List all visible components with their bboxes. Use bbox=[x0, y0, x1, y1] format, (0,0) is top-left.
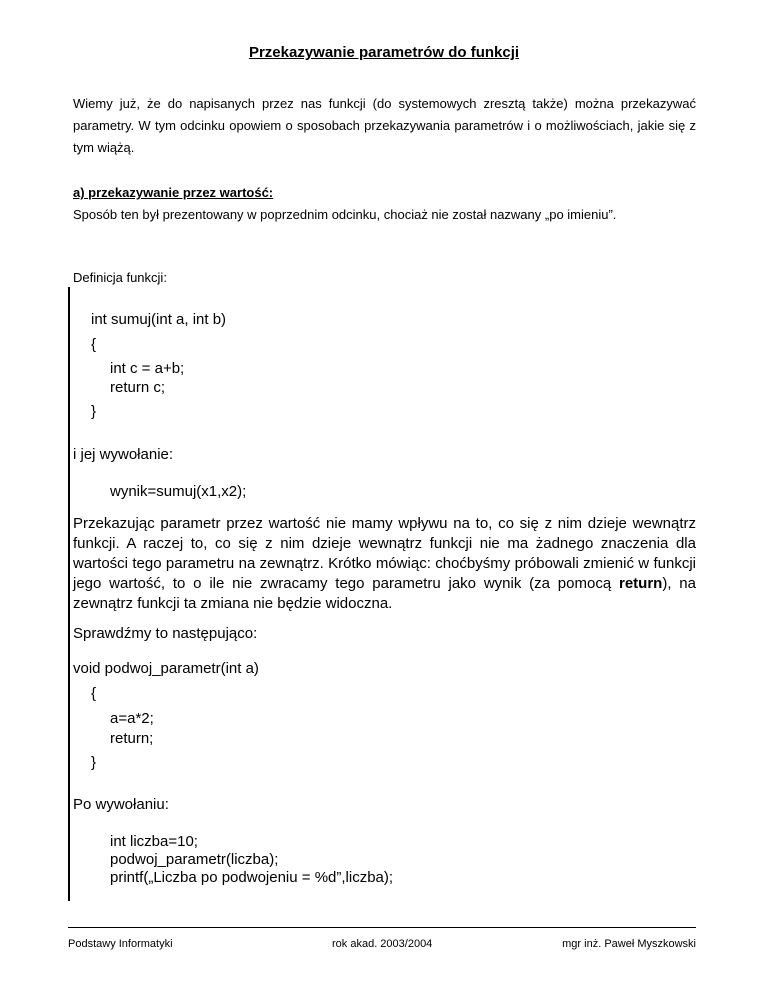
return-keyword: return bbox=[618, 575, 663, 592]
footer-course: Podstawy Informatyki bbox=[68, 938, 173, 950]
code-close-brace: } bbox=[91, 403, 97, 420]
code-line: int c = a+b; bbox=[110, 360, 185, 377]
explanation-paragraph: Przekazując parametr przez wartość nie mamy wpływu na to, co się z nim dzieje wewnątrz funkcji. A raczej to, co się z nim dzieje wewnątrz funkcji nie ma żadnego znaczenia dla wartości tego parametru na zewnątrz. Krótko mówiąc: choćbyśmy próbowali zmienić w funkcji jego wartość, to o ile nie zwracamy tego parametru jako wynik (za pomocą return), na zewnątrz funkcji ta zmiana nie będzie widoczna. bbox=[73, 515, 696, 612]
code-line: a=a*2; bbox=[110, 710, 154, 727]
section-paragraph: Sposób ten był prezentowany w poprzednim odcinku, chociaż nie został nazwany „po imieniu”. bbox=[73, 207, 617, 222]
code-line: printf(„Liczba po podwojeniu = %d”,liczba); bbox=[110, 869, 394, 886]
footer-divider bbox=[68, 927, 696, 928]
code-line: return; bbox=[110, 730, 154, 747]
definition-label: Definicja funkcji: bbox=[73, 270, 167, 285]
footer-author: mgr inż. Paweł Myszkowski bbox=[562, 938, 696, 950]
call-label: i jej wywołanie: bbox=[73, 446, 174, 463]
code-signature: int sumuj(int a, int b) bbox=[91, 311, 227, 328]
margin-bar bbox=[68, 287, 70, 901]
section-heading: a) przekazywanie przez wartość: bbox=[73, 185, 274, 200]
page-title: Przekazywanie parametrów do funkcji bbox=[248, 44, 520, 61]
footer-year: rok akad. 2003/2004 bbox=[332, 938, 433, 950]
code-line: int liczba=10; bbox=[110, 833, 198, 850]
check-label: Sprawdźmy to następująco: bbox=[73, 625, 258, 642]
call-code: wynik=sumuj(x1,x2); bbox=[110, 483, 247, 500]
code-signature: void podwoj_parametr(int a) bbox=[73, 660, 259, 677]
code-line: return c; bbox=[110, 379, 166, 396]
code-line: podwoj_parametr(liczba); bbox=[110, 851, 279, 868]
code-close-brace: } bbox=[91, 754, 97, 771]
after-call-label: Po wywołaniu: bbox=[73, 796, 169, 813]
code-open-brace: { bbox=[91, 336, 97, 353]
code-open-brace: { bbox=[91, 685, 97, 702]
intro-paragraph: Wiemy już, że do napisanych przez nas funkcji (do systemowych zresztą także) można przekazywać parametry. W tym odcinku opowiem o sposobach przekazywania parametrów i o możliwościach, jakie się z tym wiążą. bbox=[73, 96, 696, 155]
